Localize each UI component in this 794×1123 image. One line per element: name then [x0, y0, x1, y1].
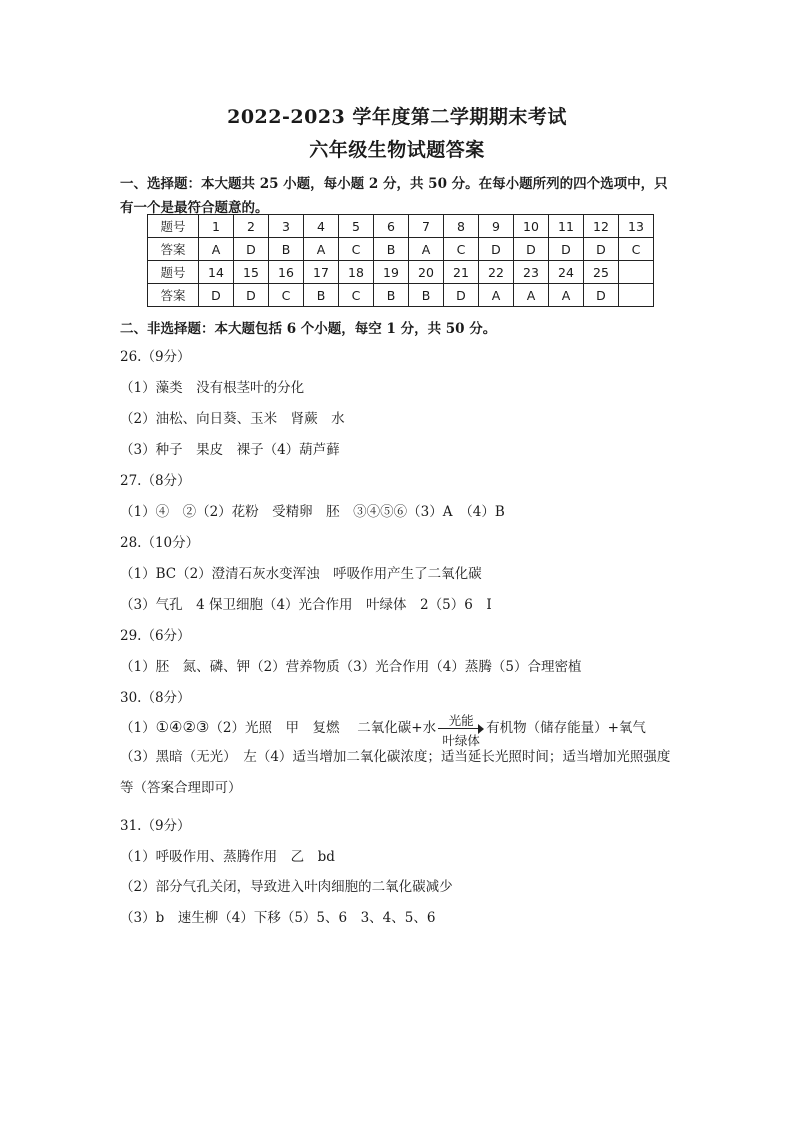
answer-cell: D — [514, 238, 549, 261]
answer-cell: A — [549, 284, 584, 307]
question-number: 22 — [479, 261, 514, 284]
question-number: 4 — [304, 215, 339, 238]
q30-answer-line — [120, 712, 646, 748]
q31-answer-line: （2）部分气孔关闭，导致进入叶肉细胞的二氧化碳减少 — [120, 879, 453, 895]
arrow-shaft — [438, 728, 480, 729]
question-number: 19 — [374, 261, 409, 284]
answer-cell: D — [199, 284, 234, 307]
row-label: 题号 — [148, 261, 199, 284]
q28-answer-line: （3）气孔 4 保卫细胞（4）光合作用 叶绿体 2（5）6 Ⅰ — [120, 597, 492, 613]
question-number: 18 — [339, 261, 374, 284]
question-number: 10 — [514, 215, 549, 238]
question-number: 5 — [339, 215, 374, 238]
question-number: 6 — [374, 215, 409, 238]
row-label: 题号 — [148, 215, 199, 238]
answer-cell: D — [479, 238, 514, 261]
answer-cell: D — [444, 284, 479, 307]
question-number: 20 — [409, 261, 444, 284]
question-number: 3 — [269, 215, 304, 238]
q29-header: 29.（6分） — [120, 628, 191, 644]
q30-header: 30.（8分） — [120, 690, 191, 706]
row-label: 答案 — [148, 238, 199, 261]
exam-title: 2022-2023 学年度第二学期期末考试 — [227, 106, 567, 128]
reaction-arrow — [438, 712, 484, 748]
q31-answer-line: （1）呼吸作用、蒸腾作用 乙 bd — [120, 849, 335, 865]
answer-table — [147, 214, 654, 307]
q30-circled-sequence: ①④②③ — [155, 718, 210, 736]
q30-l1-prefix: （1） — [120, 720, 156, 736]
answer-cell: A — [514, 284, 549, 307]
answer-cell: A — [409, 238, 444, 261]
q28-answer-line: （1）BC（2）澄清石灰水变浑浊 呼吸作用产生了二氧化碳 — [120, 566, 482, 582]
answer-cell: D — [234, 238, 269, 261]
question-number: 15 — [234, 261, 269, 284]
q30-l1-suffix: 有机物（储存能量）+氧气 — [486, 720, 646, 736]
section2-intro: 二、非选择题：本大题包括 6 个小题，每空 1 分，共 50 分。 — [120, 321, 497, 337]
q28-header: 28.（10分） — [120, 535, 200, 551]
answer-cell: C — [339, 238, 374, 261]
table-row — [148, 261, 654, 284]
arrow-condition-bottom: 叶绿体 — [442, 732, 480, 748]
answer-cell: A — [199, 238, 234, 261]
row-label: 答案 — [148, 284, 199, 307]
question-number: 13 — [619, 215, 654, 238]
answer-cell: B — [374, 238, 409, 261]
question-number: 21 — [444, 261, 479, 284]
q31-answer-line: （3）b 速生柳（4）下移（5）5、6 3、4、5、6 — [120, 910, 436, 926]
question-number: 24 — [549, 261, 584, 284]
question-number: 14 — [199, 261, 234, 284]
question-number: 9 — [479, 215, 514, 238]
question-number: 2 — [234, 215, 269, 238]
question-number: 16 — [269, 261, 304, 284]
answer-cell: B — [374, 284, 409, 307]
exam-subtitle: 六年级生物试题答案 — [309, 139, 485, 161]
question-number: 17 — [304, 261, 339, 284]
q27-header: 27.（8分） — [120, 473, 191, 489]
answer-cell: D — [234, 284, 269, 307]
table-row — [148, 215, 654, 238]
q27-answer-line: （1）④ ②（2）花粉 受精卵 胚 ③④⑤⑥（3）A （4）B — [120, 504, 505, 520]
question-number: 12 — [584, 215, 619, 238]
answer-cell: C — [269, 284, 304, 307]
answer-cell: B — [409, 284, 444, 307]
question-number: 8 — [444, 215, 479, 238]
answer-cell: B — [304, 284, 339, 307]
q31-header: 31.（9分） — [120, 818, 191, 834]
section1-intro: 一、选择题：本大题共 25 小题，每小题 2 分，共 50 分。在每小题所列的四个选项中，只有一个是最符合题意的。 — [120, 176, 668, 216]
q30-l1-middle: （2）光照 甲 复燃 二氧化碳+水 — [209, 720, 437, 736]
answer-cell: C — [339, 284, 374, 307]
question-number: 7 — [409, 215, 444, 238]
arrow-condition-top: 光能 — [448, 712, 474, 728]
answer-cell: C — [619, 238, 654, 261]
answer-cell: A — [479, 284, 514, 307]
q26-answer-line: （1）藻类 没有根茎叶的分化 — [120, 380, 305, 396]
table-row — [148, 284, 654, 307]
question-number: 1 — [199, 215, 234, 238]
question-number — [619, 261, 654, 284]
question-number: 23 — [514, 261, 549, 284]
q29-answer-line: （1）胚 氮、磷、钾（2）营养物质（3）光合作用（4）蒸腾（5）合理密植 — [120, 659, 582, 675]
answer-cell: C — [444, 238, 479, 261]
question-number: 11 — [549, 215, 584, 238]
q26-answer-line: （2）油松、向日葵、玉米 肾蕨 水 — [120, 411, 345, 427]
answer-cell: B — [269, 238, 304, 261]
question-number: 25 — [584, 261, 619, 284]
answer-cell: A — [304, 238, 339, 261]
answer-cell: D — [549, 238, 584, 261]
q26-answer-line: （3）种子 果皮 裸子（4）葫芦藓 — [120, 442, 340, 458]
table-row — [148, 238, 654, 261]
q26-header: 26.（9分） — [120, 349, 191, 365]
q30-answer-line: （3）黑暗（无光） 左（4）适当增加二氧化碳浓度；适当延长光照时间；适当增加光照强度等（答案合理即可） — [120, 749, 671, 796]
answer-cell: D — [584, 284, 619, 307]
answer-cell: D — [584, 238, 619, 261]
answer-cell — [619, 284, 654, 307]
